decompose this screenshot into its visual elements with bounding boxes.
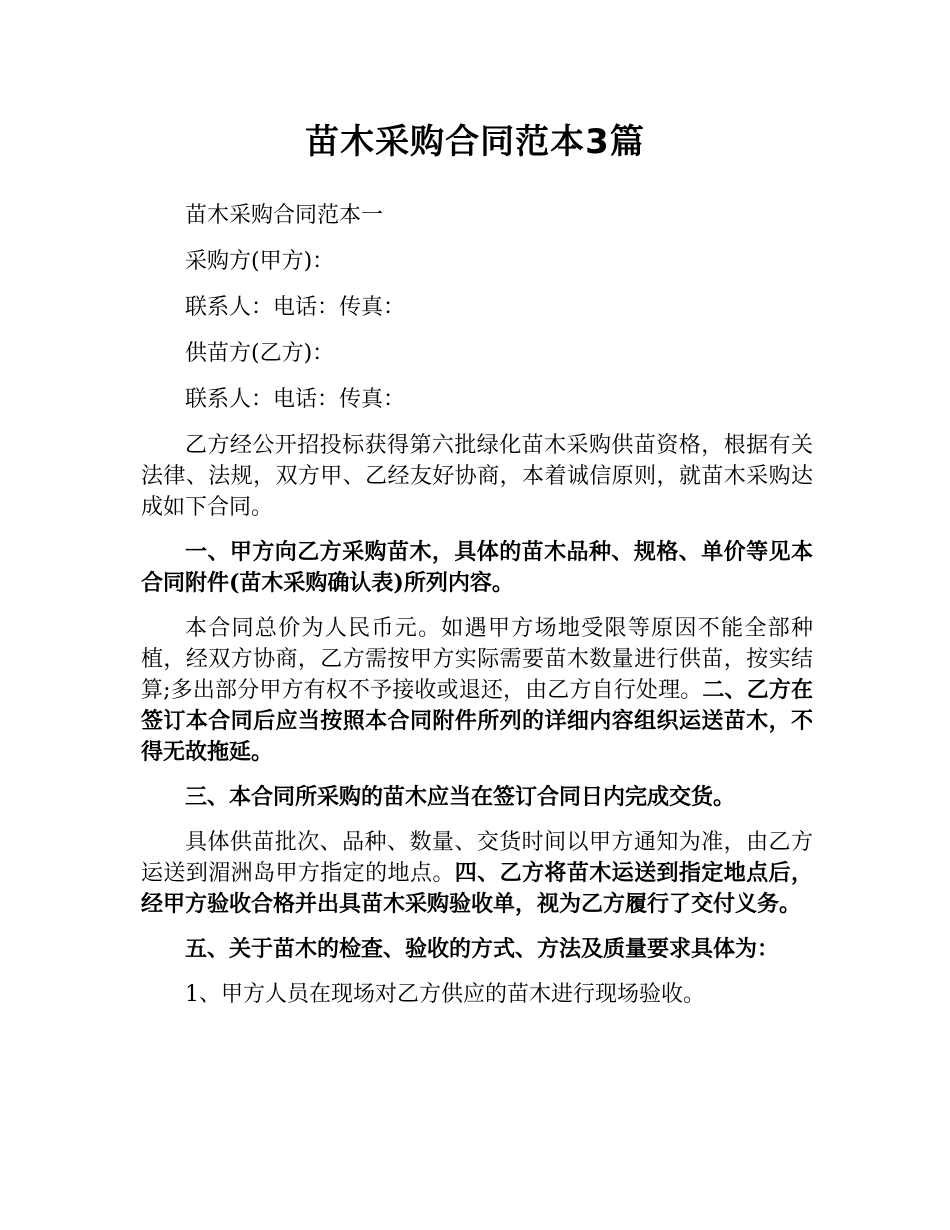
clause-3: 三、本合同所采购的苗木应当在签订合同日内完成交货。 xyxy=(185,784,736,810)
buyer-contact-line: 联系人：电话：传真： xyxy=(185,295,406,320)
preamble-paragraph: 乙方经公开招投标获得第六批绿化苗木采购供苗资格，根据有关法律、法规，双方甲、乙经友好协商，本着诚信原则，就苗木采购达成如下合同。 xyxy=(141,433,813,520)
total-price-text: 本合同总价为人民币元。如遇甲方场地受限等原因不能全部种植，经双方协商，乙方需按甲方实际需要苗木数量进行供苗，按实结算;多出部分甲方有权不予接收或退还，由乙方自行处理。 xyxy=(141,616,813,703)
clause-3-detail-and-clause-4 xyxy=(141,827,813,920)
supplier-contact-line: 联系人：电话：传真： xyxy=(185,387,406,412)
document-body xyxy=(141,200,813,1024)
document-title: 苗木采购合同范本3篇 xyxy=(305,122,645,162)
delivery-detail-text: 具体供苗批次、品种、数量、交货时间以甲方通知为准，由乙方运送到湄洲岛甲方指定的地点。 xyxy=(141,830,813,886)
contract-subtitle: 苗木采购合同范本一 xyxy=(185,203,384,228)
clause-4: 四、乙方将苗木运送到指定地点后，经甲方验收合格并出具苗木采购验收单，视为乙方履行了交付义务。 xyxy=(141,860,813,917)
clause-5: 五、关于苗木的检查、验收的方式、方法及质量要求具体为： xyxy=(185,936,780,962)
clause-1-detail-and-clause-2 xyxy=(141,613,813,768)
buyer-line: 采购方(甲方)： xyxy=(185,249,335,274)
supplier-line: 供苗方(乙方)： xyxy=(185,341,335,366)
clause-5-item-1: 1、甲方人员在现场对乙方供应的苗木进行现场验收。 xyxy=(185,982,705,1007)
clause-1: 一、甲方向乙方采购苗木，具体的苗木品种、规格、单价等见本合同附件(苗木采购确认表)所列内容。 xyxy=(141,539,813,596)
clause-2: 二、乙方在签订本合同后应当按照本合同附件所列的详细内容组织运送苗木，不得无故拖延。 xyxy=(141,677,813,765)
